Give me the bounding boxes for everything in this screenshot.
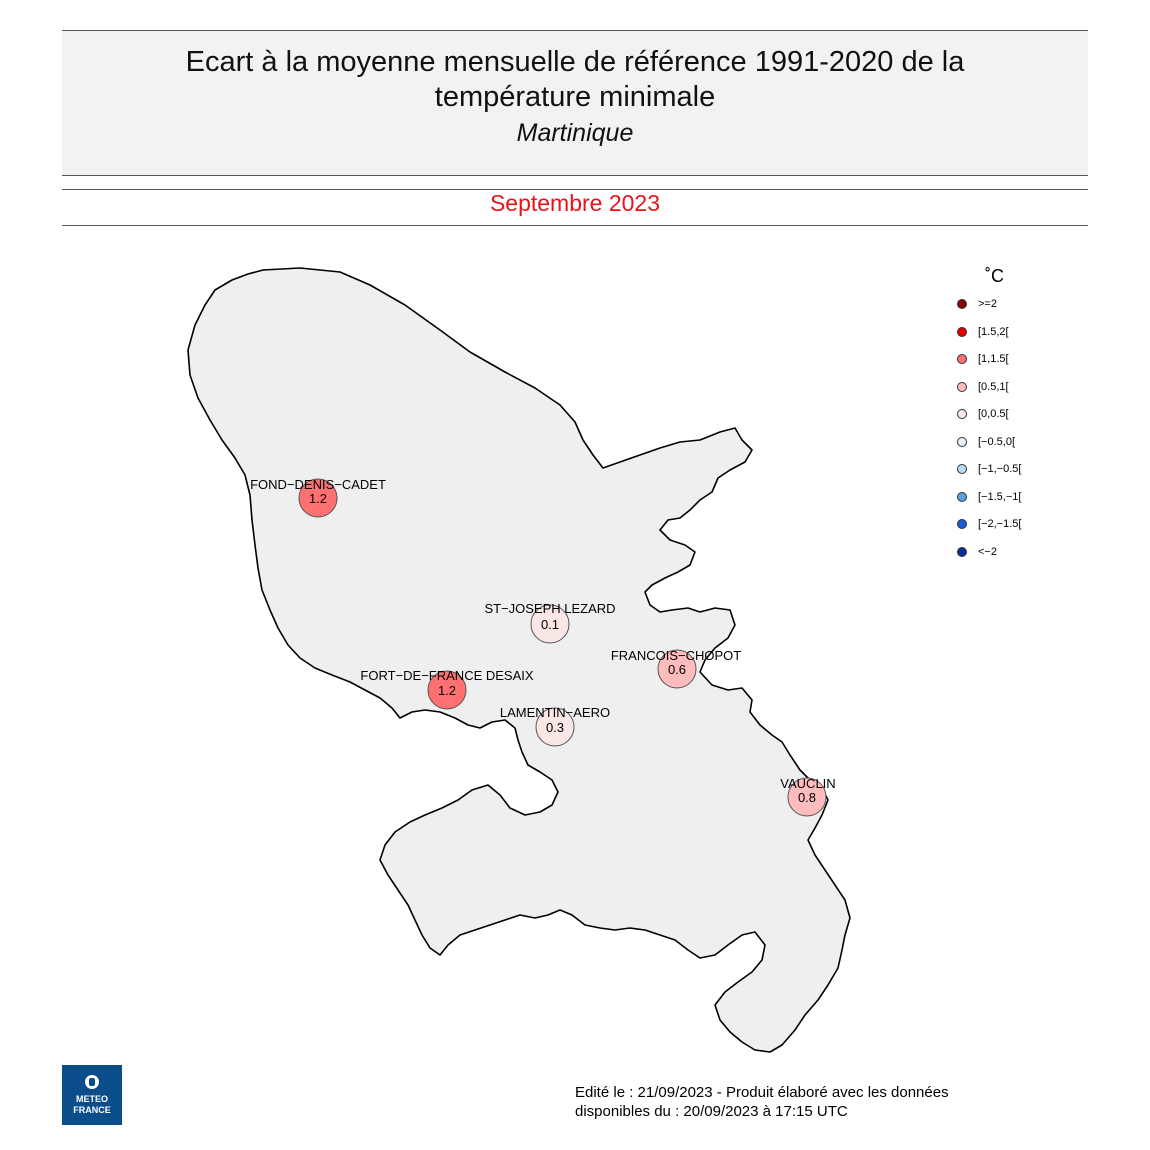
- legend-dot: [957, 382, 967, 392]
- station-value: 0.3: [545, 720, 565, 735]
- legend-item: [957, 490, 1021, 504]
- station-name: FORT−DE−FRANCE DESAIX: [360, 668, 534, 683]
- legend-dot: [957, 437, 967, 447]
- legend-dot: [957, 327, 967, 337]
- station-value: 0.6: [667, 662, 687, 677]
- legend-label: >=2: [978, 298, 997, 310]
- period-label: Septembre 2023: [489, 190, 661, 216]
- legend-dot: [957, 547, 967, 557]
- legend-dot: [957, 299, 967, 309]
- logo-text: METEO FRANCE: [73, 1094, 111, 1115]
- legend-label: [−2,−1.5[: [978, 518, 1022, 530]
- legend-item: [957, 325, 1009, 339]
- legend-unit: ˚C: [985, 266, 1004, 286]
- legend-dot: [957, 492, 967, 502]
- station-name: VAUCLIN: [780, 776, 836, 791]
- meteo-france-logo-icon: [85, 1075, 99, 1089]
- station-value: 0.1: [540, 617, 560, 632]
- legend-item: [957, 545, 997, 559]
- legend-label: [1.5,2[: [978, 325, 1009, 338]
- legend-dot: [957, 409, 967, 419]
- legend-label: <−2: [978, 545, 997, 558]
- legend-label: [0,0.5[: [978, 408, 1009, 420]
- legend-label: [−0.5,0[: [978, 435, 1016, 448]
- station-name: FRANCOIS−CHOPOT: [610, 648, 742, 663]
- legend-label: [−1,−0.5[: [978, 463, 1022, 475]
- legend-dot: [957, 519, 967, 529]
- legend-item: [957, 352, 1009, 366]
- station-name: ST−JOSEPH LEZARD: [484, 601, 616, 616]
- footer-note: Edité le : 21/09/2023 - Produit élaboré avec les données disponibles du : 20/09/2023 à 17:15 UTC: [575, 1084, 949, 1120]
- legend-item: [957, 517, 1021, 531]
- station-name: LAMENTIN−AERO: [499, 705, 611, 720]
- legend-label: [0.5,1[: [978, 380, 1009, 393]
- legend-item: [957, 462, 1021, 476]
- meteo-france-logo: [62, 1065, 122, 1125]
- legend-item: [957, 380, 1009, 394]
- legend-item: [957, 297, 997, 311]
- legend-label: [−1.5,−1[: [978, 490, 1022, 503]
- legend-item: [957, 435, 1015, 449]
- station-value: 1.2: [437, 683, 457, 698]
- legend-dot: [957, 354, 967, 364]
- legend-label: [1,1.5[: [978, 353, 1009, 365]
- station-value: 0.8: [797, 790, 817, 805]
- legend-item: [957, 407, 1009, 421]
- island-outline: [188, 268, 850, 1052]
- map-title: Ecart à la moyenne mensuelle de référence 1991-2020 de la température minimale: [185, 46, 965, 113]
- legend-dot: [957, 464, 967, 474]
- station-value: 1.2: [308, 491, 328, 506]
- map-subtitle: Martinique: [516, 119, 634, 147]
- station-name: FOND−DENIS−CADET: [250, 477, 386, 492]
